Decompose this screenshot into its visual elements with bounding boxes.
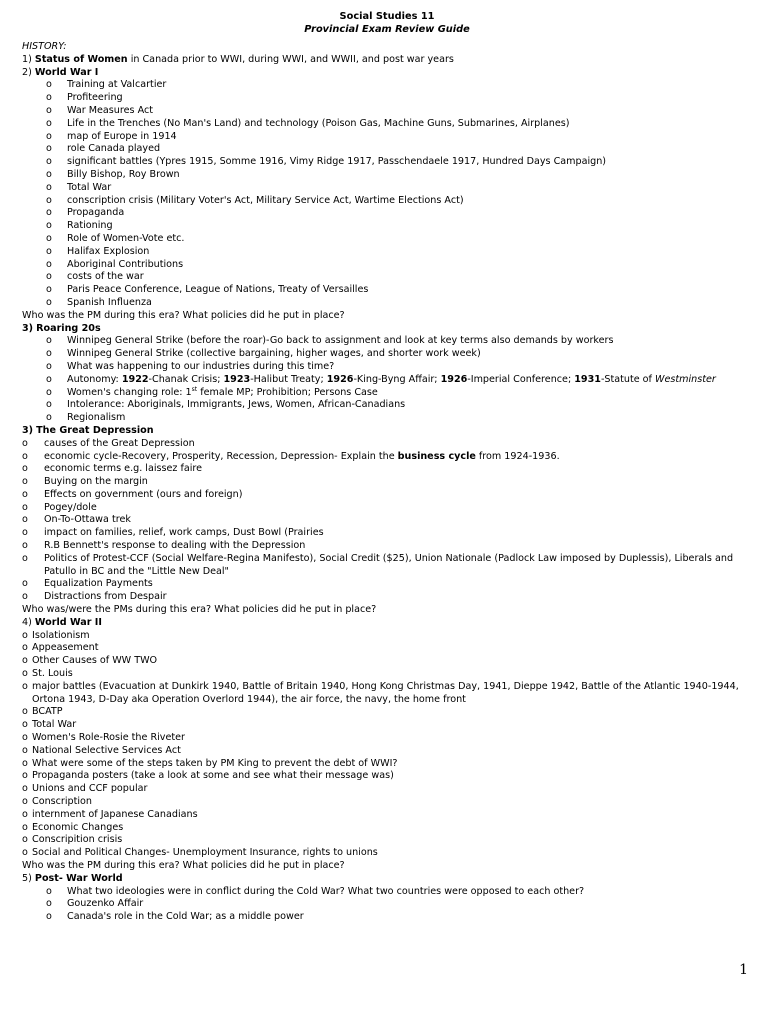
list-item: o role Canada played (46, 143, 161, 155)
document-page (22, 10, 752, 924)
bullet-marker: o (46, 117, 52, 129)
bullet-marker: o (22, 642, 28, 654)
bullet-marker: o (46, 399, 52, 411)
bullet-marker: o (22, 680, 28, 692)
bullet-marker: o (46, 143, 52, 155)
bullet-marker: o (22, 527, 28, 539)
list-item: o Conscription (22, 796, 92, 808)
list-item: o What were some of the steps taken by PM King to prevent the debt of WWI? (22, 757, 398, 769)
list-item: o Winnipeg General Strike (before the roar)-Go back to assignment and look at key terms also demands by workers (46, 335, 614, 347)
bullet-marker: o (46, 207, 52, 219)
list-item: o Women's Role-Rosie the Riveter (22, 732, 185, 744)
list-item: o Training at Valcartier (46, 79, 167, 91)
list-item: o major battles (Evacuation at Dunkirk 1940, Battle of Britain 1940, Hong Kong Christmas Day, 1941, Dieppe 1942, Battle of the Atlantic 1940-1944, Ortona 1943, D-Day aka Operation Overlord 1944), the air force, the navy, the home front (22, 680, 739, 705)
bullet-marker: o (22, 834, 28, 846)
section-post-war-heading (22, 873, 752, 886)
list-item: o Spanish Influenza (46, 296, 152, 308)
ww1-question: Who was the PM during this era? What policies did he put in place? (22, 309, 345, 321)
list-item: o significant battles (Ypres 1915, Somme 1916, Vimy Ridge 1917, Passchendaele 1917, Hundred Days Campaign) (46, 156, 607, 168)
bullet-marker: o (22, 578, 28, 590)
list-item: o costs of the war (46, 271, 144, 283)
bullet-marker: o (46, 79, 52, 91)
bullet-marker: o (22, 770, 28, 782)
list-item: o Intolerance: Aboriginals, Immigrants, Jews, Women, African-Canadians (46, 399, 406, 411)
list-item: o Isolationism (22, 629, 90, 641)
list-item: o economic terms e.g. laissez faire (22, 463, 203, 475)
bullet-marker: o (22, 591, 28, 603)
list-item: o Buying on the margin (22, 476, 148, 488)
bullet-marker: o (46, 885, 52, 897)
page-number: 1 (739, 962, 748, 978)
bullet-marker: o (22, 540, 28, 552)
section-heading: World War I (34, 66, 99, 78)
list-item: o St. Louis (22, 668, 73, 680)
bullet-marker: o (22, 847, 28, 859)
bullet-marker: o (46, 335, 52, 347)
section-number: 1) (22, 53, 32, 65)
list-item-business-cycle: o economic cycle-Recovery, Prosperity, Recession, Depression- Explain the business cycle from 1924-1936. (22, 450, 560, 462)
bullet-marker: o (46, 412, 52, 424)
bullet-marker: o (46, 258, 52, 270)
bullet-marker: o (22, 655, 28, 667)
list-item: o Conscripition crisis (22, 834, 123, 846)
list-item: o Distractions from Despair (22, 591, 167, 603)
bullet-marker: o (22, 783, 28, 795)
document-title: Social Studies 11 (339, 11, 435, 22)
list-item: o Propaganda posters (take a look at some and see what their message was) (22, 770, 394, 782)
section-heading: The Great Depression (36, 424, 154, 436)
list-item: o Aboriginal Contributions (46, 258, 184, 270)
list-item: o Social and Political Changes- Unemployment Insurance, rights to unions (22, 847, 378, 859)
list-item: o Propaganda (46, 207, 125, 219)
bullet-marker: o (22, 796, 28, 808)
list-item: o Total War (22, 719, 77, 731)
bullet-marker: o (46, 104, 52, 116)
document-subtitle: Provincial Exam Review Guide (304, 24, 470, 35)
list-item: o Regionalism (46, 412, 126, 424)
bullet-marker: o (46, 92, 52, 104)
list-item: o Other Causes of WW TWO (22, 655, 158, 667)
ww2-list (22, 630, 752, 860)
bullet-marker: o (22, 450, 28, 462)
section-heading: Post- War World (34, 872, 123, 884)
list-item: o Halifax Explosion (46, 245, 150, 257)
list-item: o Rationing (46, 220, 113, 232)
list-item: o Winnipeg General Strike (collective bargaining, higher wages, and shorter work week) (46, 348, 481, 360)
list-item: o R.B Bennett's response to dealing with the Depression (22, 540, 306, 552)
bullet-marker: o (22, 757, 28, 769)
depression-question: Who was/were the PMs during this era? What policies did he put in place? (22, 604, 377, 616)
section-number: 4) (22, 616, 32, 628)
section-ww2-heading (22, 617, 752, 630)
bullet-marker: o (22, 744, 28, 756)
list-item: o Appeasement (22, 642, 99, 654)
list-item: o impact on families, relief, work camps, Dust Bowl (Prairies (22, 527, 324, 539)
bullet-marker: o (22, 552, 28, 564)
bullet-marker: o (46, 898, 52, 910)
section-number: 5) (22, 872, 32, 884)
list-item: o internment of Japanese Canadians (22, 808, 198, 820)
bullet-marker: o (22, 476, 28, 488)
section-heading: Status of Women (34, 53, 128, 65)
list-item: o What two ideologies were in conflict during the Cold War? What two countries were opposed to each other? (46, 885, 585, 897)
bullet-marker: o (22, 629, 28, 641)
list-item: o War Measures Act (46, 104, 153, 116)
list-item: o Equalization Payments (22, 578, 153, 590)
list-item: o Politics of Protest-CCF (Social Welfare-Regina Manifesto), Social Credit ($25), Union Nationale (Padlock Law imposed by Duplessis), Liberals and Patullo in BC and the "Little New Deal" (22, 552, 734, 577)
list-item: o Gouzenko Affair (46, 898, 144, 910)
ww2-question: Who was the PM during this era? What policies did he put in place? (22, 860, 345, 871)
section-great-depression-heading (22, 425, 752, 438)
bullet-marker: o (46, 360, 52, 372)
bullet-marker: o (46, 373, 52, 385)
list-item: o BCATP (22, 706, 63, 718)
ww1-list (22, 79, 752, 309)
section-heading: Roaring 20s (36, 322, 101, 334)
bullet-marker: o (22, 501, 28, 513)
list-item: o Total War (46, 181, 112, 193)
bullet-marker: o (22, 706, 28, 718)
bullet-marker: o (46, 156, 52, 168)
list-item: o Billy Bishop, Roy Brown (46, 168, 180, 180)
post-war-list (22, 886, 752, 924)
section-status-of-women (22, 54, 752, 67)
list-item: o Role of Women-Vote etc. (46, 232, 185, 244)
bullet-marker: o (46, 194, 52, 206)
section-ww1-heading (22, 67, 752, 80)
bullet-marker: o (22, 437, 28, 449)
bullet-marker: o (46, 386, 52, 398)
list-item: o National Selective Services Act (22, 744, 181, 756)
bullet-marker: o (46, 130, 52, 142)
great-depression-list (22, 438, 752, 604)
bullet-marker: o (46, 296, 52, 308)
bullet-marker: o (46, 271, 52, 283)
bullet-marker: o (22, 821, 28, 833)
bullet-marker: o (22, 808, 28, 820)
section-number: 3) (22, 424, 34, 436)
list-item: o map of Europe in 1914 (46, 130, 177, 142)
section-text: in Canada prior to WWI, during WWI, and WWII, and post war years (127, 53, 454, 65)
list-item: o What was happening to our industries during this time? (46, 360, 335, 372)
list-item: o conscription crisis (Military Voter's Act, Military Service Act, Wartime Elections Act) (46, 194, 464, 206)
bullet-marker: o (22, 463, 28, 475)
bullet-marker: o (22, 668, 28, 680)
bullet-marker: o (22, 719, 28, 731)
section-heading: World War II (34, 616, 102, 628)
list-item-womens-role: o Women's changing role: 1st female MP; Prohibition; Persons Case (46, 385, 378, 398)
bullet-marker: o (46, 284, 52, 296)
bullet-marker: o (22, 732, 28, 744)
list-item: o Canada's role in the Cold War; as a middle power (46, 911, 304, 923)
list-item: o On-To-Ottawa trek (22, 514, 131, 526)
history-label: HISTORY: (22, 41, 67, 52)
section-roaring-20s-heading (22, 323, 752, 336)
list-item: o causes of the Great Depression (22, 437, 195, 449)
list-item: o Pogey/dole (22, 501, 97, 513)
bullet-marker: o (46, 232, 52, 244)
list-item: o Life in the Trenches (No Man's Land) and technology (Poison Gas, Machine Guns, Submarines, Airplanes) (46, 117, 570, 129)
bullet-marker: o (46, 911, 52, 923)
bullet-marker: o (46, 168, 52, 180)
roaring-20s-list (22, 335, 752, 425)
bullet-marker: o (46, 245, 52, 257)
list-item: o Profiteering (46, 92, 123, 104)
list-item: o Paris Peace Conference, League of Nations, Treaty of Versailles (46, 284, 369, 296)
bullet-marker: o (46, 348, 52, 360)
list-item: o Effects on government (ours and foreign) (22, 488, 243, 500)
section-number: 3) (22, 322, 34, 334)
list-item: o Economic Changes (22, 821, 124, 833)
bullet-marker: o (46, 181, 52, 193)
bullet-marker: o (22, 514, 28, 526)
list-item: o Unions and CCF popular (22, 783, 148, 795)
list-item-autonomy: o Autonomy: 1922-Chanak Crisis; 1923-Halibut Treaty; 1926-King-Byng Affair; 1926-Imperial Conference; 1931-Statute of Westminster (46, 373, 716, 385)
section-number: 2) (22, 66, 32, 78)
bullet-marker: o (46, 220, 52, 232)
bullet-marker: o (22, 488, 28, 500)
